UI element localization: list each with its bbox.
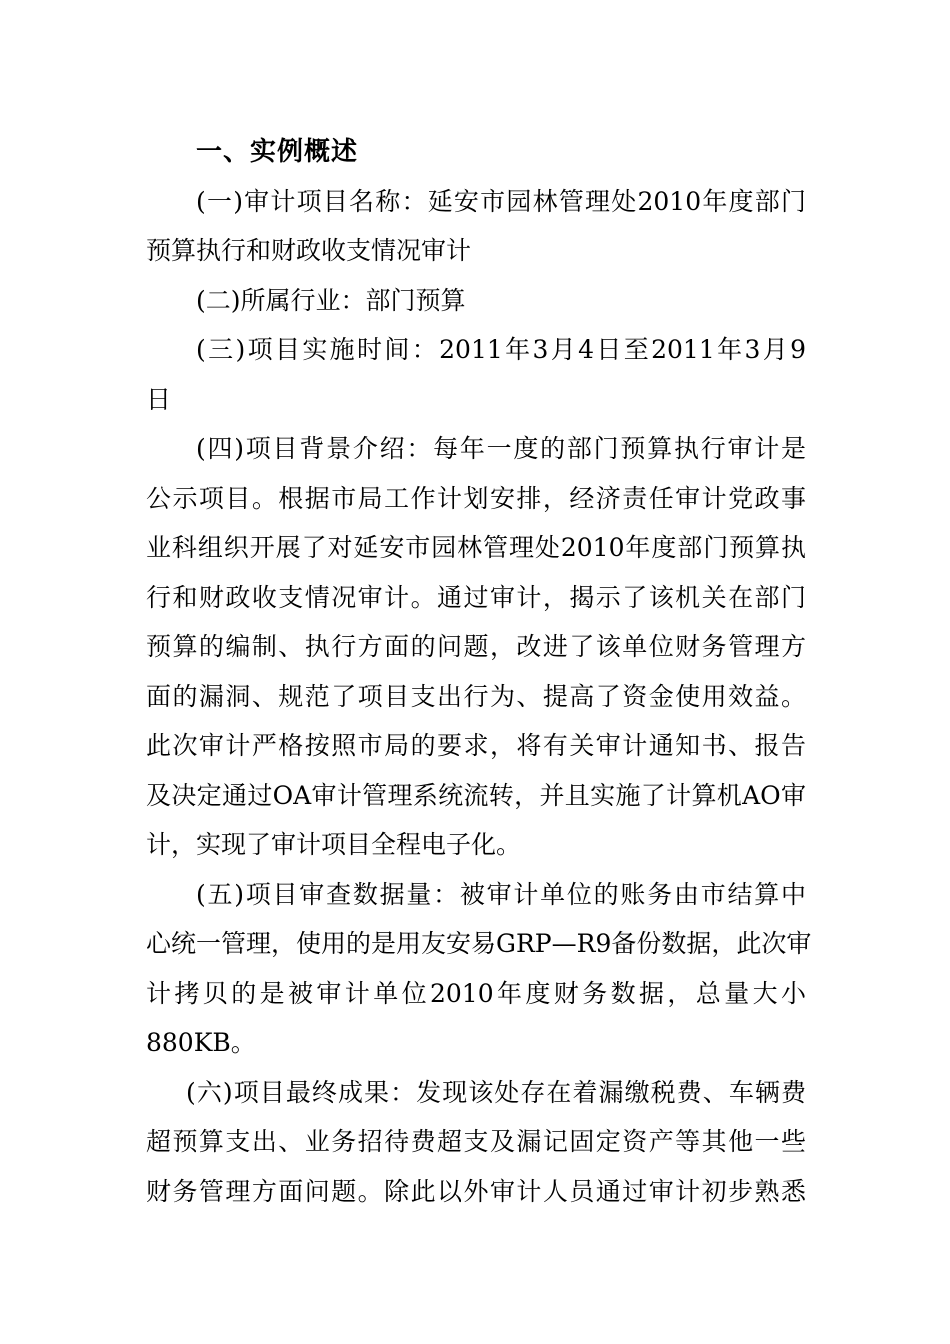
paragraph-line: 880KB。 <box>146 1028 256 1057</box>
paragraph-line: 超预算支出、业务招待费超支及漏记固定资产等其他一些 <box>146 1127 806 1156</box>
paragraph-line: (四)项目背景介绍：每年一度的部门预算执行审计是 <box>196 434 806 463</box>
paragraph-line: 此次审计严格按照市局的要求，将有关审计通知书、报告 <box>146 731 806 760</box>
paragraph-line: 预算执行和财政收支情况审计 <box>146 236 472 265</box>
paragraph-line: 面的漏洞、规范了项目支出行为、提高了资金使用效益。 <box>146 682 806 711</box>
paragraph-line: 计拷贝的是被审计单位2010年度财务数据，总量大小 <box>146 979 806 1008</box>
paragraph-line: 预算的编制、执行方面的问题，改进了该单位财务管理方 <box>146 632 806 661</box>
section-heading: 一、实例概述 <box>196 137 359 167</box>
paragraph-line: (二)所属行业：部门预算 <box>196 286 466 315</box>
paragraph-line: 及决定通过OA审计管理系统流转，并且实施了计算机AO审 <box>146 781 806 810</box>
paragraph-line: 公示项目。根据市局工作计划安排，经济责任审计党政事 <box>146 484 806 513</box>
paragraph-line: (六)项目最终成果：发现该处存在着漏缴税费、车辆费 <box>186 1078 806 1107</box>
paragraph-line: 业科组织开展了对延安市园林管理处2010年度部门预算执 <box>146 533 806 562</box>
paragraph-line: 计，实现了审计项目全程电子化。 <box>146 830 522 859</box>
paragraph-line: (一)审计项目名称：延安市园林管理处2010年度部门 <box>196 187 806 216</box>
paragraph-line: (三)项目实施时间：2011年3月4日至2011年3月9 <box>196 335 806 364</box>
paragraph-line: 行和财政收支情况审计。通过审计，揭示了该机关在部门 <box>146 583 806 612</box>
paragraph-line: (五)项目审查数据量：被审计单位的账务由市结算中 <box>196 880 806 909</box>
paragraph-line: 财务管理方面问题。除此以外审计人员通过审计初步熟悉 <box>146 1177 806 1206</box>
paragraph-line: 日 <box>146 385 172 414</box>
paragraph-line: 心统一管理，使用的是用友安易GRP—R9备份数据，此次审 <box>146 929 812 958</box>
